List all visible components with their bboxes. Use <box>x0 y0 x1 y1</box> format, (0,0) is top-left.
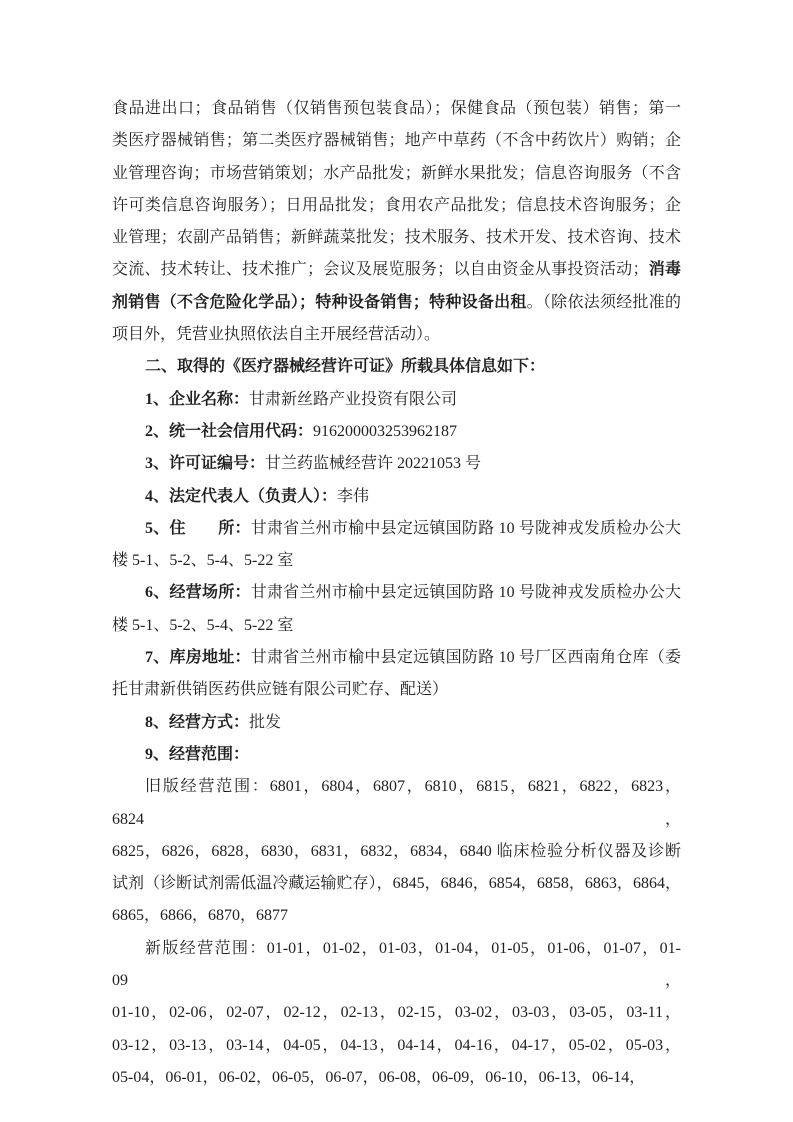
text-line <box>112 997 681 1029</box>
text-run: 交流、技术转让、技术推广；会议及展览服务；以自由资金从事投资活动； <box>112 261 649 279</box>
text-line <box>112 254 681 286</box>
bold-text-run: 消毒 <box>648 261 681 279</box>
text-run: 甘肃省兰州市榆中县定远镇国防路 10 号陇神戎发质检办公大 <box>250 584 681 602</box>
text-line <box>112 384 681 416</box>
text-run: 业管理咨询；市场营销策划；水产品批发；新鲜水果批发；信息咨询服务（不含 <box>112 164 681 182</box>
text-line <box>112 351 681 383</box>
bold-text-run: 5、住 所： <box>145 519 251 537</box>
text-run: 楼 5-1、5-2、5-4、5-22 室 <box>112 616 294 634</box>
bold-text-run: 3、许可证编号： <box>145 455 266 473</box>
text-run: 916200003253962187 <box>313 422 458 440</box>
text-line <box>112 481 681 513</box>
text-line <box>112 125 681 157</box>
text-run: 05-04，06-01，06-02，06-05，06-07，06-08，06-09，06-10，06-13，06-14， <box>112 1068 646 1086</box>
text-line <box>112 642 681 674</box>
document-content <box>112 93 681 1094</box>
bold-text-run: 4、法定代表人（负责人）： <box>145 487 338 505</box>
text-run: 试剂（诊断试剂需低温冷藏运输贮存），6845，6846，6854，6858，6863，6864， <box>112 875 681 893</box>
text-line <box>112 739 681 771</box>
text-run: 类医疗器械销售；第二类医疗器械销售；地产中草药（不含中药饮片）购销；企 <box>112 132 681 150</box>
text-run: 批发 <box>249 713 282 731</box>
bold-text-run: 8、经营方式： <box>145 713 250 731</box>
text-line <box>112 287 681 319</box>
text-line <box>112 93 681 125</box>
bold-text-run: 1、企业名称： <box>145 390 250 408</box>
text-run: 许可类信息咨询服务）；日用品批发；食用农产品批发；信息技术咨询服务；企 <box>112 196 681 214</box>
text-line <box>112 1030 681 1062</box>
text-line <box>112 674 681 706</box>
bold-text-run: 6、经营场所： <box>145 584 251 602</box>
text-line <box>112 868 681 900</box>
text-run: 01-10，02-06，02-07，02-12，02-13，02-15，03-02，03-03，03-05，03-11， <box>112 1004 681 1022</box>
text-run: 03-12，03-13，03-14，04-05，04-13，04-14，04-16，04-17，05-02，05-03， <box>112 1036 681 1054</box>
bold-text-run: 二、取得的《医疗器械经营许可证》所载具体信息如下： <box>145 358 546 376</box>
bold-text-run: 9、经营范围： <box>145 745 250 763</box>
text-line <box>112 513 681 545</box>
text-line <box>112 190 681 222</box>
text-run: 新版经营范围：01-01，01-02，01-03，01-04，01-05，01-06，01-07，01-09， <box>112 939 681 990</box>
text-line <box>112 545 681 577</box>
text-run: 甘肃省兰州市榆中县定远镇国防路 10 号陇神戎发质检办公大 <box>250 519 681 537</box>
text-run: 甘肃省兰州市榆中县定远镇国防路 10 号厂区西南角仓库（委 <box>250 649 681 667</box>
bold-text-run: 剂销售（不含危险化学品）；特种设备销售；特种设备出租 <box>112 293 527 311</box>
text-run: 6825，6826，6828，6830，6831，6832，6834，6840 临床检验分析仪器及诊断 <box>112 842 681 860</box>
text-line <box>112 610 681 642</box>
text-run: 甘兰药监械经营许 20221053 号 <box>265 455 482 473</box>
text-line <box>112 900 681 932</box>
text-run: 甘肃新丝路产业投资有限公司 <box>249 390 458 408</box>
bold-text-run: 2、统一社会信用代码： <box>145 422 314 440</box>
bold-text-run: 7、库房地址： <box>145 649 251 667</box>
text-line <box>112 158 681 190</box>
text-run: 托甘肃新供销医药供应链有限公司贮存、配送） <box>112 681 449 699</box>
text-run: 项目外，凭营业执照依法自主开展经营活动）。 <box>112 326 441 344</box>
text-line <box>112 448 681 480</box>
text-run: 李伟 <box>337 487 370 505</box>
text-line <box>112 577 681 609</box>
text-line <box>112 1062 681 1094</box>
text-run: 食品进出口；食品销售（仅销售预包装食品）；保健食品（预包装）销售；第一 <box>112 100 681 117</box>
text-run: 业管理；农副产品销售；新鲜蔬菜批发；技术服务、技术开发、技术咨询、技术 <box>112 229 681 247</box>
text-run: 6865，6866，6870，6877 <box>112 907 289 925</box>
text-line <box>112 836 681 868</box>
text-line <box>112 319 681 351</box>
text-line <box>112 771 681 836</box>
text-line <box>112 933 681 998</box>
text-line <box>112 416 681 448</box>
text-run: 。（除依法须经批准的 <box>526 293 681 311</box>
text-run: 旧版经营范围：6801，6804，6807，6810，6815，6821，6822，6823，6824， <box>112 778 681 828</box>
text-line <box>112 707 681 739</box>
text-line <box>112 222 681 254</box>
text-run: 楼 5-1、5-2、5-4、5-22 室 <box>112 552 294 570</box>
